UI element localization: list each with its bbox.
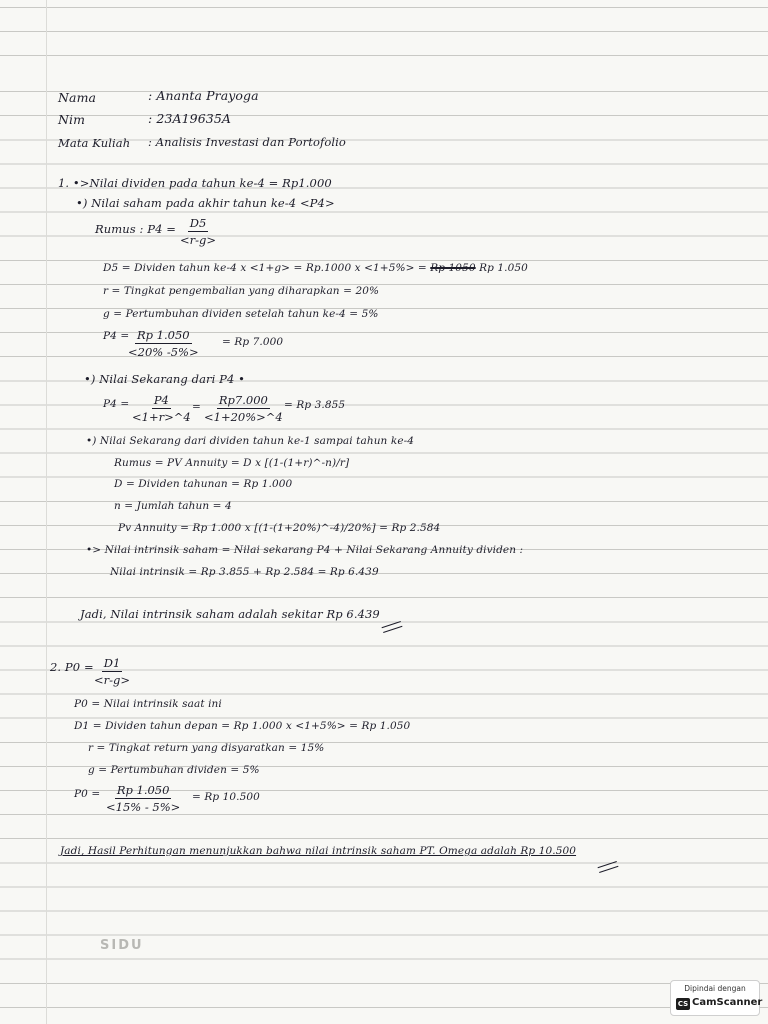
q1-intrinsic-title: •> Nilai intrinsik saham = Nilai sekarang P4 + Nilai Sekarang Annuity dividen : — [86, 544, 524, 556]
q1-p4-denominator: <20% -5%> — [128, 345, 199, 359]
q1-d5-text — [103, 262, 528, 274]
q1-p4-numerator: Rp 1.050 — [137, 328, 190, 342]
q1-pv-denominator-1: <1+r>^4 — [132, 410, 191, 424]
q1-pv-denominator-2: <1+20%>^4 — [204, 410, 283, 424]
q1-double-underline-mark — [382, 621, 403, 633]
q2-p0-denominator: <15% - 5%> — [106, 800, 181, 814]
q1-line-p4-title: •) Nilai saham pada akhir tahun ke-4 <P4> — [76, 196, 335, 210]
notebook-brand-logo: SIDU — [100, 938, 144, 953]
q1-rumus-prefix: Rumus : P4 = — [95, 222, 177, 236]
q1-r-definition: r = Tingkat pengembalian yang diharapkan = 20% — [103, 285, 380, 297]
q2-conclusion: Jadi, Hasil Perhitungan menunjukkan bahwa nilai intrinsik saham PT. Omega adalah Rp 10.500 — [60, 845, 577, 857]
name-label: Nama — [58, 90, 97, 105]
q1-p4-result: = Rp 7.000 — [222, 336, 284, 348]
q1-d5-formula: D5 = Dividen tahun ke-4 x <1+g> = Rp.1000 x <1+5%> = — [103, 262, 427, 274]
q1-pv-numerator-1: P4 — [153, 393, 169, 407]
q1-pv-result: = Rp 3.855 — [284, 399, 346, 411]
q2-number: 2. P0 = — [50, 660, 94, 674]
q2-p0-definition: P0 = Nilai intrinsik saat ini — [74, 698, 222, 710]
course-value: : Analisis Investasi dan Portofolio — [148, 135, 346, 149]
q2-d1-definition: D1 = Dividen tahun depan = Rp 1.000 x <1+5%> = Rp 1.050 — [74, 720, 411, 732]
q1-pv-fraction-1 — [132, 393, 191, 424]
q1-pv-annuity: Pv Annuity = Rp 1.000 x [(1-(1+20%)^-4)/20%] = Rp 2.584 — [118, 522, 441, 534]
q1-pv-title: •) Nilai Sekarang dari P4 • — [84, 372, 246, 386]
q2-p0-result: = Rp 10.500 — [192, 791, 260, 803]
camscanner-name: CamScanner — [692, 997, 763, 1008]
q1-conclusion: Jadi, Nilai intrinsik saham adalah sekitar Rp 6.439 — [80, 607, 380, 621]
q1-intrinsic-calc: Nilai intrinsik = Rp 3.855 + Rp 2.584 = Rp 6.439 — [110, 566, 379, 578]
q2-p0-prefix: P0 = — [74, 788, 101, 800]
q1-annuity-rumus: Rumus = PV Annuity = D x [(1-(1+r)^-n)/r] — [114, 457, 350, 469]
q1-p4-prefix: P4 = — [103, 330, 130, 342]
q2-formula-fraction — [94, 656, 130, 687]
name-value: : Ananta Prayoga — [148, 88, 259, 103]
q2-formula-numerator: D1 — [103, 656, 121, 670]
nim-label: Nim — [58, 112, 86, 127]
q1-rumus-numerator: D5 — [189, 216, 207, 230]
q1-d5-struck: Rp 1050 — [430, 262, 476, 274]
margin-line — [46, 0, 47, 1024]
q2-double-underline-mark — [598, 861, 619, 873]
q1-pv-fraction-2 — [204, 393, 283, 424]
q1-d5-final: Rp 1.050 — [479, 262, 528, 274]
camscanner-badge — [670, 980, 763, 1016]
q1-annuity-title: •) Nilai Sekarang dari dividen tahun ke-1 sampai tahun ke-4 — [86, 435, 415, 447]
q1-rumus-fraction — [180, 216, 216, 247]
camscanner-caption: Dipindai dengan — [684, 984, 746, 993]
q2-g-definition: g = Pertumbuhan dividen = 5% — [88, 764, 260, 776]
q2-r-definition: r = Tingkat return yang disyaratkan = 15% — [88, 742, 325, 754]
q1-line-dividend: 1. •>Nilai dividen pada tahun ke-4 = Rp1.000 — [58, 176, 332, 190]
q1-rumus-denominator: <r-g> — [180, 233, 217, 247]
q1-pv-numerator-2: Rp7.000 — [218, 393, 268, 407]
q2-p0-fraction — [106, 783, 180, 814]
q2-formula-denominator: <r-g> — [94, 673, 131, 687]
q1-n-definition: n = Jumlah tahun = 4 — [114, 500, 232, 512]
q1-d-definition: D = Dividen tahunan = Rp 1.000 — [114, 478, 293, 490]
q1-g-definition: g = Pertumbuhan dividen setelah tahun ke-4 = 5% — [103, 308, 379, 320]
q1-pv-prefix: P4 = — [103, 398, 130, 410]
q1-pv-equals: = — [192, 401, 201, 413]
nim-value: : 23A19635A — [148, 111, 232, 126]
q1-p4-fraction — [128, 328, 199, 359]
course-label: Mata Kuliah — [58, 136, 131, 150]
q2-p0-numerator: Rp 1.050 — [116, 783, 170, 797]
camscanner-logo-icon: CS — [677, 1000, 689, 1008]
